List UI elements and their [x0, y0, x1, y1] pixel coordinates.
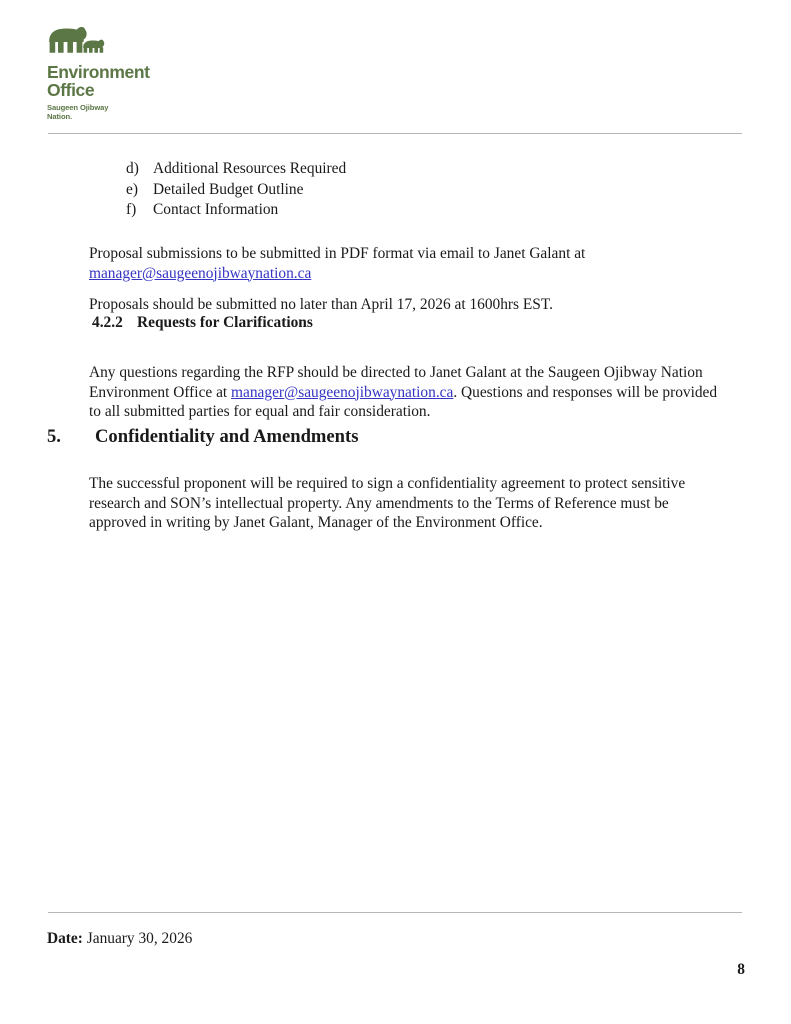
logo-subtext [47, 103, 247, 121]
list-item-label: Detailed Budget Outline [153, 180, 304, 198]
page-number: 8 [737, 961, 745, 978]
list-item-label: Contact Information [153, 201, 279, 218]
list-item [0, 159, 791, 180]
header-divider [48, 133, 742, 134]
logo-subtext-line1: Saugeen Ojibway [47, 103, 109, 112]
submission-paragraph-text: Proposal submissions to be submitted in PDF format via email to Janet Galant at [89, 245, 586, 263]
logo-subtext-line2: Nation. [47, 112, 73, 122]
subheading-title: Requests for Clarifications [137, 314, 313, 331]
questions-paragraph-text-before: Any questions regarding the RFP should be directed to Janet Galant at the Saugeen Ojibway Nation Environment Office at [89, 364, 703, 401]
section-heading-title: Confidentiality and Amendments [95, 426, 359, 447]
logo-wordmark-line2: Office [47, 79, 95, 100]
confidentiality-paragraph: The successful proponent will be required to sign a confidentiality agreement to protect sensitive research and SON’s intellectual property. Any amendments to the Terms of Reference must be approved in writing by Janet Galant, Manager of the Environment Office. [89, 475, 686, 531]
footer-date [47, 929, 192, 949]
logo-wordmark-line1: Environment [47, 62, 150, 82]
list-item-label: Additional Resources Required [153, 160, 347, 177]
organization-logo [47, 26, 247, 121]
list-item [0, 200, 791, 221]
subheading-requests-for-clarifications [92, 313, 313, 333]
submission-paragraph [89, 244, 649, 282]
list-item-marker: d) [126, 160, 139, 177]
footer-divider [48, 912, 742, 913]
lettered-list [0, 159, 791, 221]
email-link-submission[interactable]: manager@saugeenojibwaynation.ca [89, 264, 312, 282]
logo-wordmark [47, 64, 247, 99]
section-heading-confidentiality [47, 425, 358, 449]
list-item [0, 180, 791, 201]
deadline-paragraph: Proposals should be submitted no later than April 17, 2026 at 1600hrs EST. [89, 296, 553, 314]
section-heading-number: 5. [47, 426, 61, 447]
list-item-marker: e) [126, 180, 138, 198]
list-item-marker: f) [126, 201, 137, 218]
footer-date-value: January 30, 2026 [86, 930, 193, 947]
email-link-questions[interactable]: manager@saugeenojibwaynation.ca [231, 383, 454, 401]
footer-date-label: Date: [47, 930, 83, 947]
questions-paragraph-text-after: . Questions and responses will be provided to all submitted parties for equal and fair consideration. [89, 383, 718, 420]
bear-and-cub-logo-icon [47, 26, 109, 60]
questions-paragraph [89, 363, 727, 421]
page-header [0, 0, 791, 140]
subheading-number: 4.2.2 [92, 314, 123, 331]
